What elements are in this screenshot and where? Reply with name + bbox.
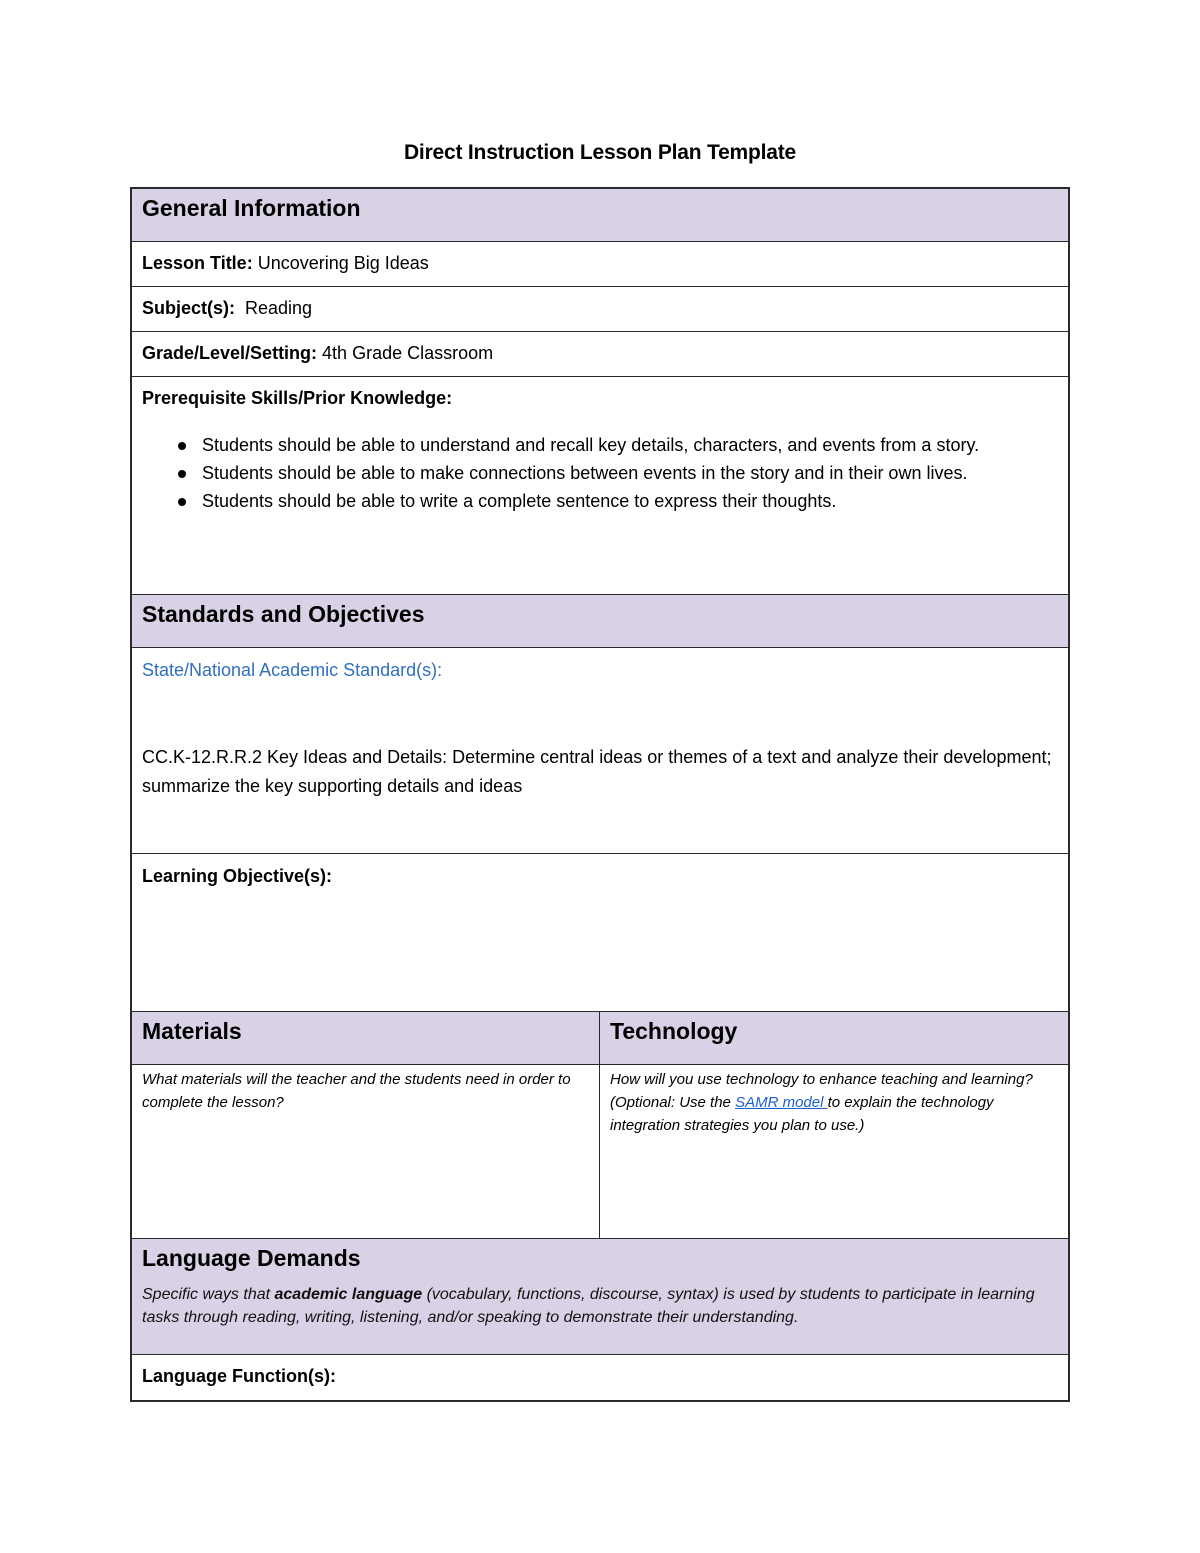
materials-header: Materials: [132, 1012, 600, 1064]
bullet-icon: [178, 442, 186, 450]
technology-prompt-start: How will you use technology to enhance teaching and learning? (Optional: Use the: [610, 1071, 1033, 1111]
technology-header: Technology: [610, 1018, 738, 1044]
academic-standards-text: CC.K-12.R.R.2 Key Ideas and Details: Determine central ideas or themes of a text and analyze their development; summarize the key supporting details and ideas: [142, 747, 1052, 796]
lesson-title-label: Lesson Title:: [142, 253, 253, 273]
learning-objectives-field[interactable]: [132, 854, 1068, 1012]
language-demands-desc-end: (vocabulary, functions, discourse, syntax) is used by students to participate in learning tasks through reading, writing, listening, and/or speaking to demonstrate their understanding.: [142, 1286, 1035, 1326]
samr-model-link[interactable]: SAMR model: [735, 1094, 828, 1111]
language-demands-title: Language Demands: [142, 1245, 361, 1271]
lesson-title-field[interactable]: [132, 242, 1068, 287]
academic-standards-label: State/National Academic Standard(s):: [142, 660, 443, 680]
materials-prompt: What materials will the teacher and the students need in order to complete the lesson?: [142, 1071, 571, 1111]
academic-standards-field[interactable]: [132, 648, 1068, 854]
academic-language-term: academic language: [274, 1286, 423, 1303]
language-functions-label: Language Function(s):: [142, 1366, 336, 1386]
document-title: Direct Instruction Lesson Plan Template: [403, 141, 797, 164]
bullet-icon: [178, 498, 186, 506]
list-item: [142, 487, 1058, 515]
materials-field[interactable]: [132, 1065, 600, 1238]
subjects-value: Reading: [235, 298, 313, 318]
language-demands-description: [142, 1283, 1058, 1329]
subjects-label: Subject(s):: [142, 298, 236, 318]
standards-objectives-header: Standards and Objectives: [132, 595, 1068, 648]
grade-level-setting-label: Grade/Level/Setting:: [142, 343, 318, 363]
subjects-field[interactable]: [132, 287, 1068, 332]
materials-technology-body: [132, 1065, 1068, 1239]
lesson-title-value: Uncovering Big Ideas: [252, 253, 429, 273]
lesson-plan-table: [130, 187, 1070, 1402]
bullet-icon: [178, 470, 186, 478]
language-demands-header: [132, 1239, 1068, 1355]
prerequisite-skills-list: [142, 431, 1058, 515]
prerequisite-skills-label: Prerequisite Skills/Prior Knowledge:: [142, 388, 453, 408]
materials-technology-header: [132, 1012, 1068, 1065]
list-item-text: Students should be able to understand and recall key details, characters, and events from a story.: [202, 435, 980, 455]
general-information-header: General Information: [132, 189, 1068, 242]
language-demands-desc-start: Specific ways that: [142, 1286, 275, 1303]
list-item: [142, 459, 1058, 487]
prerequisite-skills-field[interactable]: [132, 377, 1068, 595]
technology-prompt-end: to explain the technology integration strategies you plan to use.): [610, 1094, 994, 1134]
grade-level-setting-field[interactable]: [132, 332, 1068, 377]
list-item: [142, 431, 1058, 459]
technology-field[interactable]: [600, 1065, 1068, 1238]
language-functions-field[interactable]: [132, 1355, 1068, 1400]
learning-objectives-label: Learning Objective(s):: [142, 866, 333, 886]
list-item-text: Students should be able to write a complete sentence to express their thoughts.: [202, 491, 837, 511]
grade-level-setting-value: 4th Grade Classroom: [317, 343, 494, 363]
list-item-text: Students should be able to make connections between events in the story and in their own lives.: [202, 463, 968, 483]
